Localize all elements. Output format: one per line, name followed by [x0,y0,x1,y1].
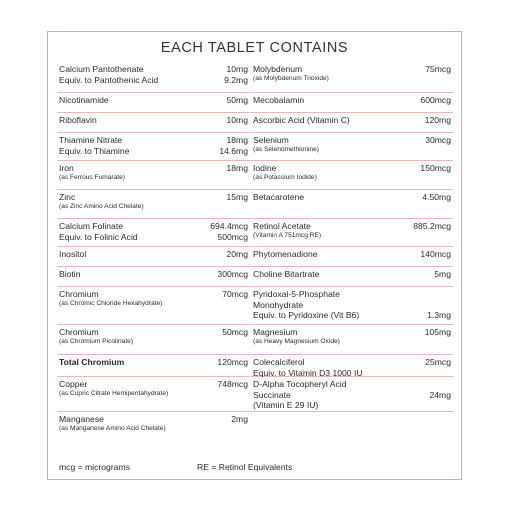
ingredient-line [253,75,451,83]
ingredient-name: Iodine [253,163,277,173]
ingredient-row [251,62,453,93]
ingredient-amount: 2mg [231,414,248,424]
ingredient-amount: 30mcg [425,135,451,145]
ingredient-name: Equiv. to Pantothenic Acid [59,74,159,85]
ingredient-line [253,64,451,75]
ingredient-name: Chromium [59,289,99,299]
ingredient-name: Phytomenadione [253,249,318,259]
nutrition-panel [47,31,462,480]
ingredient-amount: 140mcg [420,249,451,259]
ingredient-line [253,95,451,106]
ingredient-line [253,174,451,182]
ingredient-line [59,289,248,300]
ingredient-name: Succinate [253,389,291,400]
ingredient-line [253,327,451,338]
ingredient-amount: 4.50mg [422,192,451,202]
ingredient-amount: 105mg [424,327,451,337]
ingredient-name: (as Cupric Citrate Hemipentahydrate) [59,389,169,397]
ingredient-row [57,113,250,133]
ingredient-amount: 150mcg [420,163,451,173]
ingredient-line [59,379,248,390]
ingredient-row [57,161,250,190]
ingredient-line [59,327,248,338]
ingredient-row [251,113,453,133]
ingredient-name: Inositol [59,249,87,259]
ingredient-line [253,192,451,203]
ingredient-name: Biotin [59,269,81,279]
ingredient-name: Mecobalamin [253,95,305,105]
ingredient-row [251,93,453,113]
ingredient-row [57,219,250,247]
ingredient-name: (as Heavy Magnesium Oxide) [253,337,340,345]
ingredient-name: D-Alpha Tocopheryl Acid [253,379,347,389]
ingredient-row [57,190,250,219]
ingredient-name: Equiv. to Vitamin D3 1000 IU [253,367,363,378]
ingredient-row [57,267,250,287]
ingredient-amount: 50mcg [222,327,248,337]
ingredient-line [59,249,248,260]
ingredient-line [59,425,248,433]
ingredient-amount: 25mcg [425,357,451,367]
ingredient-name: Monohydrate [253,299,304,310]
right-column [251,62,453,412]
ingredient-line [59,135,248,146]
ingredient-name: (as Zinc Amino Acid Chelate) [59,202,144,210]
ingredient-line [253,269,451,280]
ingredient-row [251,325,453,355]
ingredient-name: Molybdenum [253,64,303,74]
ingredient-name: (as Ferrous Fumarate) [59,173,125,181]
ingredient-name: (as Potassium Iodide) [253,173,317,181]
ingredient-line [59,163,248,174]
ingredient-amount: 24mg [429,389,451,400]
ingredient-name: Copper [59,379,88,389]
ingredient-name: (as Chromic Chloride Hexahydrate) [59,299,163,307]
ingredient-line [253,249,451,260]
ingredient-name: (as Chromium Picolinate) [59,337,134,345]
ingredient-amount: 50mg [226,95,248,105]
ingredient-line [253,221,451,232]
ingredient-row [57,93,250,113]
ingredient-name: Equiv. to Thiamine [59,145,130,156]
ingredient-amount: 500mcg [217,231,248,242]
ingredient-amount: 10mg [226,115,248,125]
footer-mcg-note: mcg = micrograms [59,462,130,472]
ingredient-amount: 120mcg [217,357,248,367]
ingredient-line [253,338,451,346]
ingredient-name: Calcium Pantothenate [59,64,144,74]
ingredient-amount: 10mg [226,64,248,74]
ingredient-row [251,161,453,190]
ingredient-line [253,357,451,368]
ingredient-line [59,146,248,157]
ingredient-name: (as Molybdenum Trioxide) [253,74,329,82]
ingredient-row [251,247,453,267]
ingredient-row [57,133,250,161]
ingredient-amount: 15mg [226,192,248,202]
ingredient-line [59,64,248,75]
ingredient-name: Retinol Acetate [253,221,311,231]
ingredient-name: Choline Bitartrate [253,269,320,279]
ingredient-line [253,390,451,401]
ingredient-line [59,338,248,346]
ingredient-line [59,232,248,243]
ingredient-name: Iron [59,163,74,173]
ingredient-name: (as Manganese Amino Acid Chelate) [59,424,166,432]
ingredient-line [253,400,451,411]
ingredient-row [57,287,250,325]
ingredient-amount: 20mg [226,249,248,259]
ingredient-name: Thiamine Nitrate [59,135,123,145]
ingredient-row [251,377,453,412]
ingredient-line [59,390,248,398]
ingredient-line [253,146,451,154]
ingredient-amount: 70mcg [222,289,248,299]
ingredient-line [253,232,451,240]
ingredient-name: Zinc [59,192,76,202]
ingredient-amount: 18mg [226,163,248,173]
ingredient-amount: 885.2mcg [413,221,451,231]
ingredient-row [57,355,250,377]
ingredient-name: Betacarotene [253,192,305,202]
ingredient-amount: 694.4mcg [210,221,248,231]
ingredient-name: Magnesium [253,327,298,337]
ingredient-line [59,192,248,203]
ingredient-line [59,95,248,106]
ingredient-line [59,75,248,86]
ingredient-row [57,377,250,412]
ingredient-line [59,357,248,368]
ingredient-name: Ascorbic Acid (Vitamin C) [253,115,350,125]
ingredient-amount: 748mcg [217,379,248,389]
ingredient-line [59,269,248,280]
ingredient-row [57,325,250,355]
ingredient-name: Equiv. to Folinic Acid [59,231,138,242]
ingredient-line [253,300,451,311]
ingredient-name: (as Selenomethionine) [253,145,319,153]
ingredient-row [57,247,250,267]
ingredient-name: Pyridoxal-5-Phosphate [253,289,340,299]
ingredient-row [251,267,453,287]
ingredient-row [251,219,453,247]
ingredient-amount: 600mcg [420,95,451,105]
ingredient-amount: 1.3mg [427,310,451,321]
ingredient-name: Colecalciferol [253,357,305,367]
ingredient-name: Riboflavin [59,115,97,125]
ingredient-name: Nicotinamide [59,95,109,105]
ingredient-name: Total Chromium [59,357,125,367]
ingredient-name: Selenium [253,135,289,145]
panel-title: EACH TABLET CONTAINS [160,40,349,56]
ingredient-row [57,412,250,450]
ingredient-line [253,379,451,390]
ingredient-name: Equiv. to Pyridoxine (Vit B6) [253,310,360,321]
ingredient-row [251,355,453,377]
ingredient-amount: 120mg [424,115,451,125]
ingredient-row [251,287,453,325]
ingredient-name: Manganese [59,414,104,424]
ingredient-name: (Vitamin A 751mcg RE) [253,231,322,239]
ingredient-line [59,115,248,126]
ingredient-line [59,203,248,211]
ingredient-name: (Vitamin E 29 IU) [253,400,319,411]
left-column [57,62,250,450]
ingredient-line [59,414,248,425]
ingredient-line [253,115,451,126]
ingredient-line [253,135,451,146]
ingredient-amount: 9.2mg [224,74,248,85]
ingredient-amount: 5mg [434,269,451,279]
footer-re-note: RE = Retinol Equivalents [197,462,293,472]
ingredient-line [253,163,451,174]
ingredient-row [57,62,250,93]
ingredient-line [59,221,248,232]
ingredient-name: Calcium Folinate [59,221,123,231]
ingredient-row [251,133,453,161]
ingredient-name: Chromium [59,327,99,337]
ingredient-line [253,310,451,321]
ingredient-amount: 300mcg [217,269,248,279]
ingredient-line [253,289,451,300]
ingredient-line [59,300,248,308]
ingredient-amount: 18mg [226,135,248,145]
ingredient-amount: 14.6mg [219,145,248,156]
ingredient-line [59,174,248,182]
ingredient-amount: 75mcg [425,64,451,74]
ingredient-row [251,190,453,219]
